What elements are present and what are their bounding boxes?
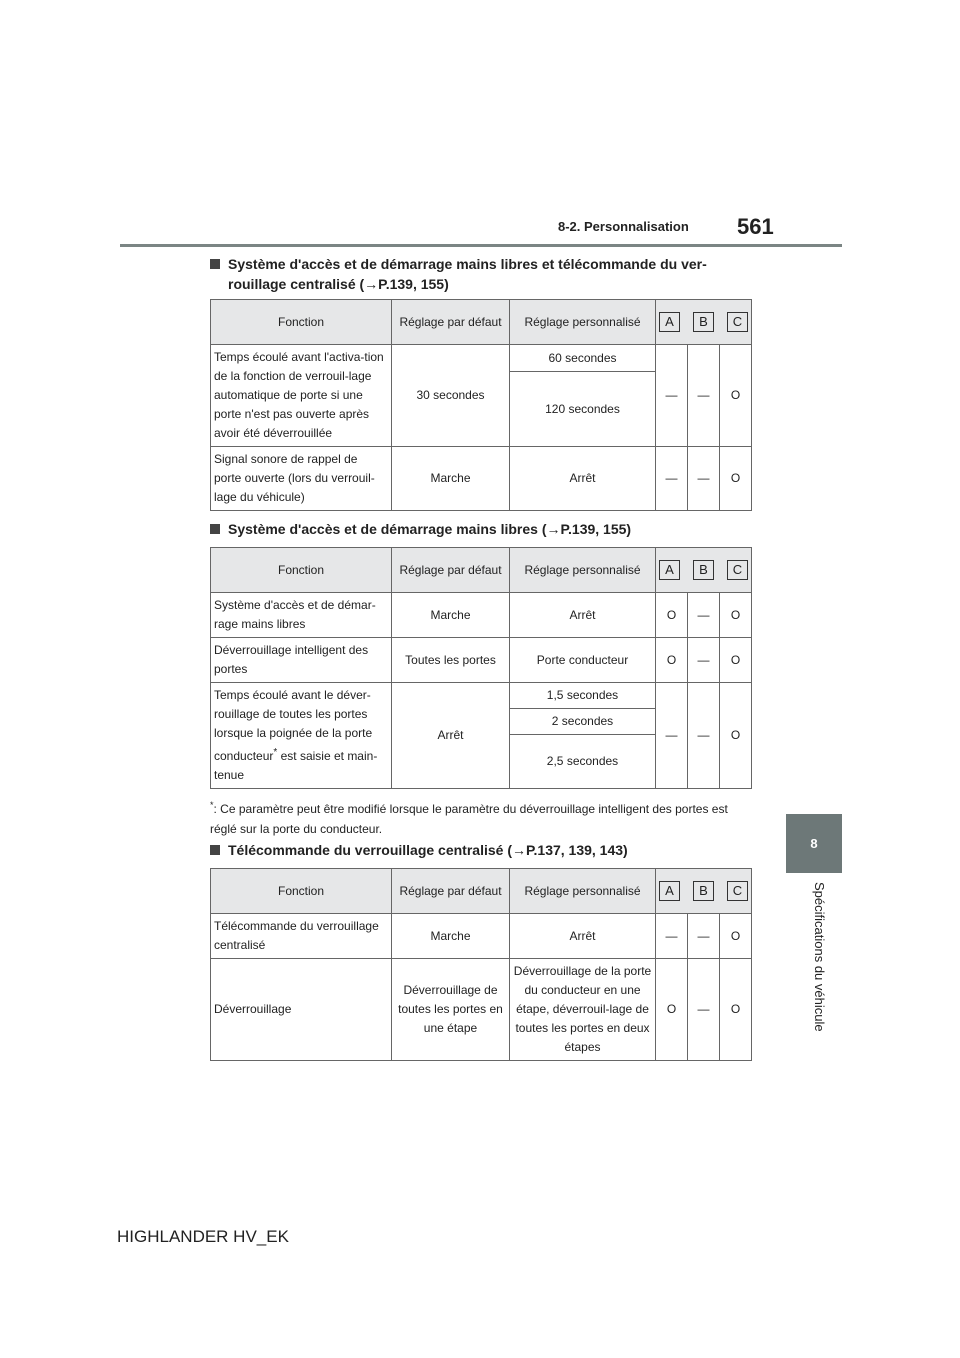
square-bullet-icon [210,524,220,534]
settings-table-2 [210,547,752,789]
col-abc [656,548,752,593]
col-fonction: Fonction [211,300,392,345]
col-b: B [693,560,714,580]
cell-a: O [656,959,688,1061]
cell-perso: Arrêt [510,914,656,959]
footer-model: HIGHLANDER HV_EK [117,1227,289,1246]
col-defaut: Réglage par défaut [392,548,510,593]
section-header: 8-2. Personnalisation [558,219,689,234]
col-c: C [727,312,748,332]
cell-c: O [720,593,752,638]
cell-b: — [688,593,720,638]
table-row [211,345,752,372]
col-fonction: Fonction [211,869,392,914]
cell-defaut: Marche [392,593,510,638]
cell-perso: 2,5 secondes [510,735,656,789]
col-a: A [659,312,680,332]
chapter-title: Spécifications du véhicule [812,882,827,1032]
col-a: A [659,881,680,901]
cell-c: O [720,345,752,447]
cell-perso: 60 secondes [510,345,656,372]
cell-perso: Déverrouillage de la porte du conducteur en une étape, déverrouil-lage de toutes les portes en deux étapes [510,959,656,1061]
cell-fonction: Déverrouillage [211,959,392,1061]
square-bullet-icon [210,259,220,269]
cell-perso: 120 secondes [510,372,656,447]
cell-perso: Porte conducteur [510,638,656,683]
col-fonction: Fonction [211,548,392,593]
chapter-tab: 8 [786,814,842,873]
cell-defaut: Arrêt [392,683,510,789]
square-bullet-icon [210,845,220,855]
col-c: C [727,881,748,901]
cell-defaut: Marche [392,447,510,511]
col-b: B [693,312,714,332]
col-perso: Réglage personnalisé [510,548,656,593]
cell-c: O [720,447,752,511]
cell-b: — [688,683,720,789]
cell-c: O [720,959,752,1061]
cell-a: — [656,914,688,959]
col-defaut: Réglage par défaut [392,869,510,914]
col-perso: Réglage personnalisé [510,300,656,345]
cell-c: O [720,914,752,959]
cell-a: — [656,683,688,789]
cell-a: O [656,638,688,683]
cell-defaut: Déverrouillage de toutes les portes en une étape [392,959,510,1061]
table-row [211,959,752,1061]
col-c: C [727,560,748,580]
cell-perso: Arrêt [510,593,656,638]
header-rule [120,244,842,247]
table-header-row [211,300,752,345]
cell-b: — [688,447,720,511]
table-row [211,914,752,959]
col-abc [656,869,752,914]
table-row [211,593,752,638]
cell-a: O [656,593,688,638]
section-title-2: Système d'accès et de démarrage mains libres (→P.139, 155) [210,519,631,539]
cell-b: — [688,638,720,683]
cell-a: — [656,447,688,511]
table-row [211,638,752,683]
col-a: A [659,560,680,580]
cell-perso: Arrêt [510,447,656,511]
cell-fonction: Temps écoulé avant le déver-rouillage de toutes les portes lorsque la poignée de la porte conducteur* est saisie et main-tenue [211,683,392,789]
settings-table-3 [210,868,752,1061]
cell-fonction: Temps écoulé avant l'activa-tion de la fonction de verrouil-lage automatique de porte si une porte n'est pas ouverte après avoir été déverrouillée [211,345,392,447]
section-title-3: Télécommande du verrouillage centralisé (→P.137, 139, 143) [210,840,628,860]
cell-defaut: 30 secondes [392,345,510,447]
cell-fonction: Télécommande du verrouillage centralisé [211,914,392,959]
cell-fonction: Signal sonore de rappel de porte ouverte (lors du verrouil-lage du véhicule) [211,447,392,511]
cell-b: — [688,914,720,959]
cell-fonction: Système d'accès et de démar-rage mains libres [211,593,392,638]
table-row [211,683,752,709]
page-number: 561 [737,214,774,239]
footnote: *: Ce paramètre peut être modifié lorsque le paramètre du déverrouillage intelligent des portes est réglé sur la porte du conducteur. [210,800,728,836]
cell-c: O [720,638,752,683]
settings-table-1 [210,299,752,511]
cell-perso: 2 secondes [510,709,656,735]
cell-perso: 1,5 secondes [510,683,656,709]
cell-defaut: Marche [392,914,510,959]
table-row [211,447,752,511]
cell-fonction: Déverrouillage intelligent des portes [211,638,392,683]
cell-a: — [656,345,688,447]
section-title-1: Système d'accès et de démarrage mains libres et télécommande du ver- rouillage centralisé (→P.139, 155) [210,254,707,294]
col-abc [656,300,752,345]
table-header-row [211,869,752,914]
col-b: B [693,881,714,901]
col-defaut: Réglage par défaut [392,300,510,345]
table-header-row [211,548,752,593]
cell-defaut: Toutes les portes [392,638,510,683]
cell-c: O [720,683,752,789]
cell-b: — [688,345,720,447]
col-perso: Réglage personnalisé [510,869,656,914]
cell-b: — [688,959,720,1061]
